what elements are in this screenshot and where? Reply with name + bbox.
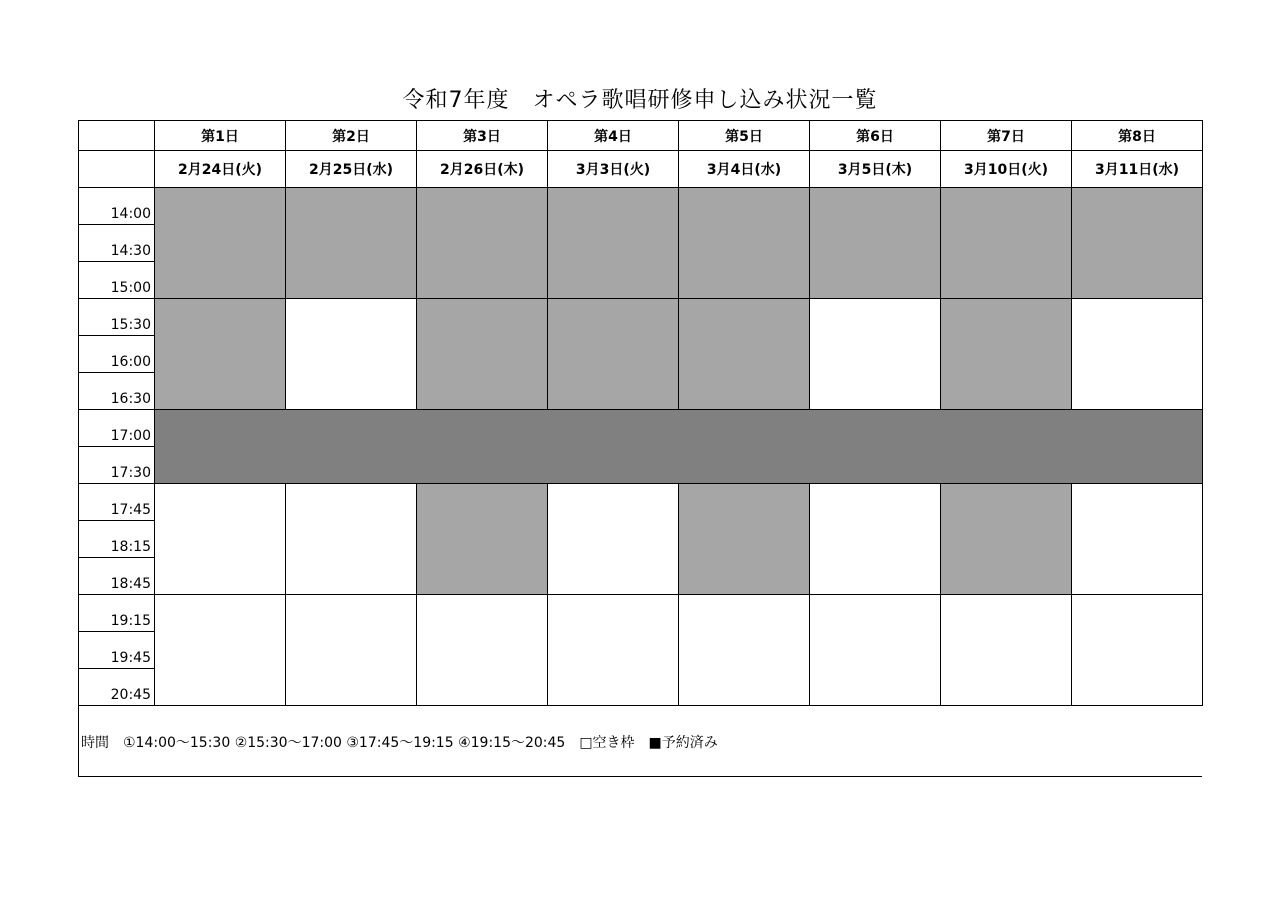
booked-slot[interactable] (417, 299, 548, 410)
date-header: 3月11日(水) (1072, 151, 1203, 188)
time-label: 18:15 (79, 521, 155, 558)
break-band (155, 410, 1203, 484)
date-header: 2月24日(火) (155, 151, 286, 188)
time-label: 15:30 (79, 299, 155, 336)
day-header: 第2日 (286, 121, 417, 151)
empty-slot[interactable] (679, 595, 810, 706)
empty-slot[interactable] (941, 595, 1072, 706)
empty-slot[interactable] (286, 299, 417, 410)
empty-slot[interactable] (1072, 299, 1203, 410)
time-label: 19:45 (79, 632, 155, 669)
empty-slot[interactable] (155, 484, 286, 595)
empty-slot[interactable] (810, 484, 941, 595)
day-header: 第1日 (155, 121, 286, 151)
booked-slot[interactable] (941, 299, 1072, 410)
booked-slot[interactable] (679, 484, 810, 595)
empty-slot[interactable] (548, 484, 679, 595)
time-label: 18:45 (79, 558, 155, 595)
empty-slot[interactable] (810, 595, 941, 706)
date-header: 2月26日(木) (417, 151, 548, 188)
legend-text: 時間 ①14:00～15:30 ②15:30～17:00 ③17:45～19:15 ④19:15～20:45 □空き枠 ■予約済み (81, 735, 718, 751)
empty-slot[interactable] (1072, 595, 1203, 706)
booked-slot[interactable] (548, 299, 679, 410)
booked-slot[interactable] (941, 188, 1072, 299)
empty-slot[interactable] (286, 484, 417, 595)
time-label: 20:45 (79, 669, 155, 706)
header-corner (79, 121, 155, 151)
day-header: 第7日 (941, 121, 1072, 151)
time-label: 16:00 (79, 336, 155, 373)
empty-slot[interactable] (548, 595, 679, 706)
day-header: 第8日 (1072, 121, 1203, 151)
day-header: 第3日 (417, 121, 548, 151)
time-label: 17:45 (79, 484, 155, 521)
legend-box (78, 703, 1202, 777)
day-header: 第6日 (810, 121, 941, 151)
empty-slot[interactable] (286, 595, 417, 706)
date-header: 3月3日(火) (548, 151, 679, 188)
booked-slot[interactable] (155, 188, 286, 299)
time-label: 14:00 (79, 188, 155, 225)
date-header: 3月5日(木) (810, 151, 941, 188)
empty-slot[interactable] (417, 595, 548, 706)
booked-slot[interactable] (417, 188, 548, 299)
empty-slot[interactable] (155, 595, 286, 706)
booked-slot[interactable] (941, 484, 1072, 595)
date-header: 2月25日(水) (286, 151, 417, 188)
time-label: 15:00 (79, 262, 155, 299)
empty-slot[interactable] (810, 299, 941, 410)
schedule-table (78, 120, 1203, 706)
empty-slot[interactable] (1072, 484, 1203, 595)
time-label: 17:00 (79, 410, 155, 447)
booked-slot[interactable] (155, 299, 286, 410)
date-header: 3月4日(水) (679, 151, 810, 188)
booked-slot[interactable] (679, 299, 810, 410)
time-label: 16:30 (79, 373, 155, 410)
time-label: 19:15 (79, 595, 155, 632)
booked-slot[interactable] (286, 188, 417, 299)
day-header: 第5日 (679, 121, 810, 151)
booked-slot[interactable] (548, 188, 679, 299)
booked-slot[interactable] (1072, 188, 1203, 299)
booked-slot[interactable] (810, 188, 941, 299)
booked-slot[interactable] (679, 188, 810, 299)
page-title: 令和7年度 オペラ歌唱研修申し込み状況一覧 (402, 88, 878, 113)
date-header: 3月10日(火) (941, 151, 1072, 188)
day-header: 第4日 (548, 121, 679, 151)
time-label: 14:30 (79, 225, 155, 262)
date-corner (79, 151, 155, 188)
booked-slot[interactable] (417, 484, 548, 595)
time-label: 17:30 (79, 447, 155, 484)
